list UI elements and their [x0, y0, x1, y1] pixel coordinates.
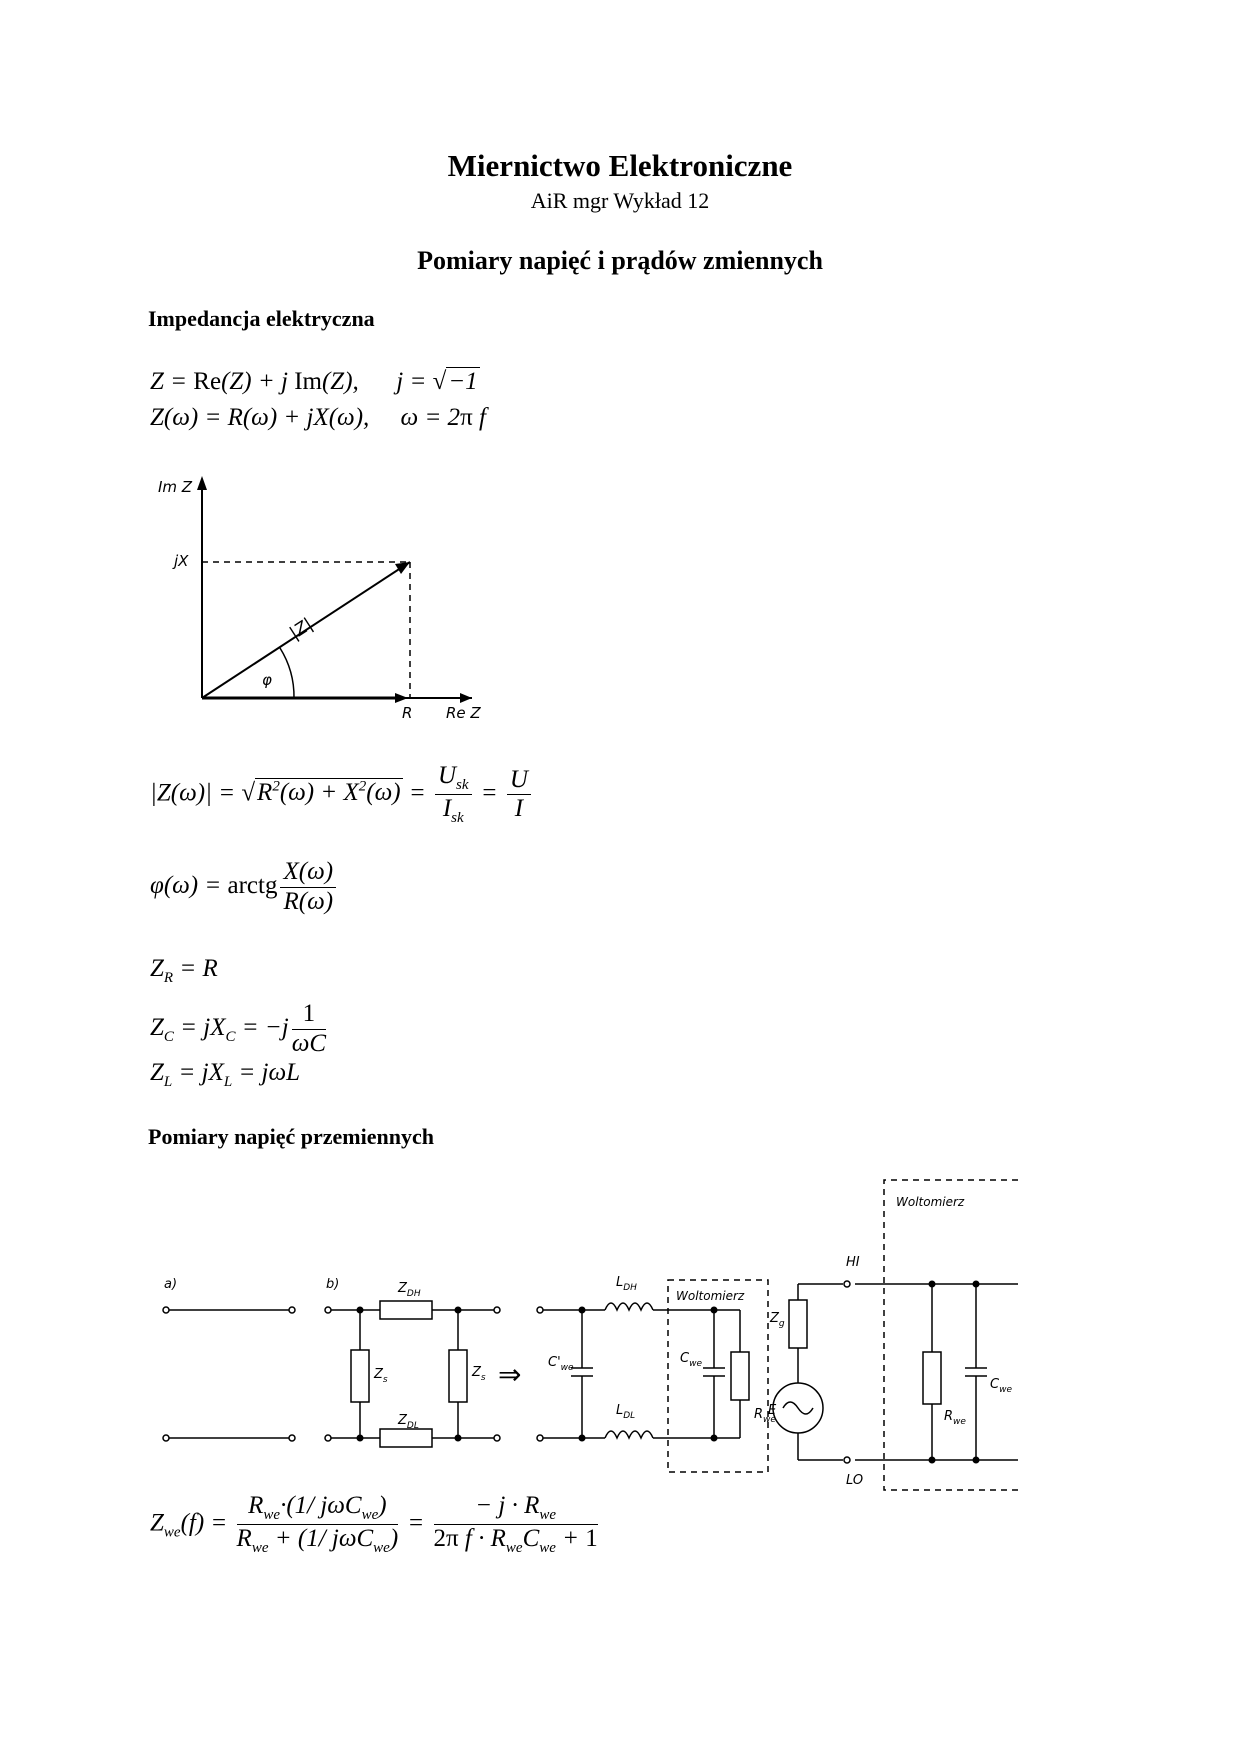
equation-z-we: $Z_{we}(f)$ = $\frac{R_{we}\cdot(1/ j\omega C_{we})}{R_{we} + (1/ j\omega C_{we})}$ = $\frac{- j \cdot R_{we}}{2\pi f \cdot R_{we}C_{we} + 1}$ — [150, 1492, 598, 1557]
label-lo: LO — [846, 1473, 864, 1488]
label-re-z: Re Z — [446, 704, 481, 722]
label-jx: jX — [174, 552, 189, 570]
label-c-we-2: $C_{we}$ — [990, 1377, 1012, 1395]
heading-impedance: Impedancja elektryczna — [148, 306, 375, 331]
label-c-we-prime: $C'_{we}$ — [548, 1355, 574, 1373]
label-z-dl: $Z_{DL}$ — [398, 1413, 419, 1431]
label-e: E — [768, 1403, 777, 1418]
label-b: b) — [326, 1277, 340, 1292]
label-voltmeter-1: Woltomierz — [676, 1289, 745, 1303]
page-title: Miernictwo Elektroniczne — [447, 148, 793, 183]
label-r-we-1: $R_{we}$ — [754, 1407, 776, 1425]
label-z-s-right: $Z_s$ — [472, 1365, 486, 1383]
label-magnitude: |Z| — [286, 614, 317, 644]
equation-impedance-omega: Z(ω) = R(ω) + jX(ω), ω = 2π f — [150, 404, 486, 431]
equation-impedance-complex: Z = Re(Z) + j Im(Z), j = √−1 — [150, 368, 478, 395]
heading-ac-measurements: Pomiary napięć przemiennych — [148, 1124, 434, 1149]
equation-zc: $Z_C = jX_C = -j$ $\frac{1}{\omega C}$ — [150, 1000, 327, 1057]
equation-phase: φ(ω) = arctg $\frac{X(\omega)}{R(\omega)}$ — [150, 858, 339, 917]
equation-magnitude: $|Z(\omega)| = √R^2(\omega) + X^2(\omega)$ = $\frac{U_{sk}}{I_{sk}}$ = $\frac{U}{I}$ — [150, 762, 534, 828]
equation-zr: $Z_R = R$ — [150, 955, 218, 986]
z-vector-arrow — [395, 562, 410, 574]
re-axis-arrow — [460, 693, 472, 703]
im-axis-arrow — [197, 476, 207, 490]
equation-zl: $Z_L = jX_L = j\omega L$ — [150, 1059, 301, 1090]
label-r: R — [402, 704, 413, 722]
phasor-diagram — [140, 470, 500, 720]
label-r-we-2: $R_{we}$ — [944, 1409, 966, 1427]
label-l-dh: $L_{DH}$ — [616, 1275, 637, 1293]
label-hi: HI — [846, 1255, 860, 1270]
phi-arc — [280, 648, 294, 698]
circuit-diagrams — [150, 1180, 1090, 1488]
label-z-s-left: $Z_s$ — [374, 1367, 388, 1385]
label-z-dh: $Z_{DH}$ — [398, 1281, 421, 1299]
label-voltmeter-2: Woltomierz — [896, 1195, 965, 1209]
page-subtitle: AiR mgr Wykład 12 — [530, 188, 710, 213]
arrow-equivalent: ⇒ — [498, 1358, 522, 1391]
label-l-dl: $L_{DL}$ — [616, 1403, 636, 1421]
label-phi: φ — [262, 671, 272, 689]
label-im-z: Im Z — [158, 478, 193, 496]
label-c-we-1: $C_{we}$ — [680, 1351, 702, 1369]
section-heading-main: Pomiary napięć i prądów zmiennych — [417, 246, 823, 275]
r-vector-arrow — [395, 693, 408, 703]
label-a: a) — [164, 1277, 178, 1292]
label-z-g: $Z_g$ — [770, 1311, 785, 1329]
